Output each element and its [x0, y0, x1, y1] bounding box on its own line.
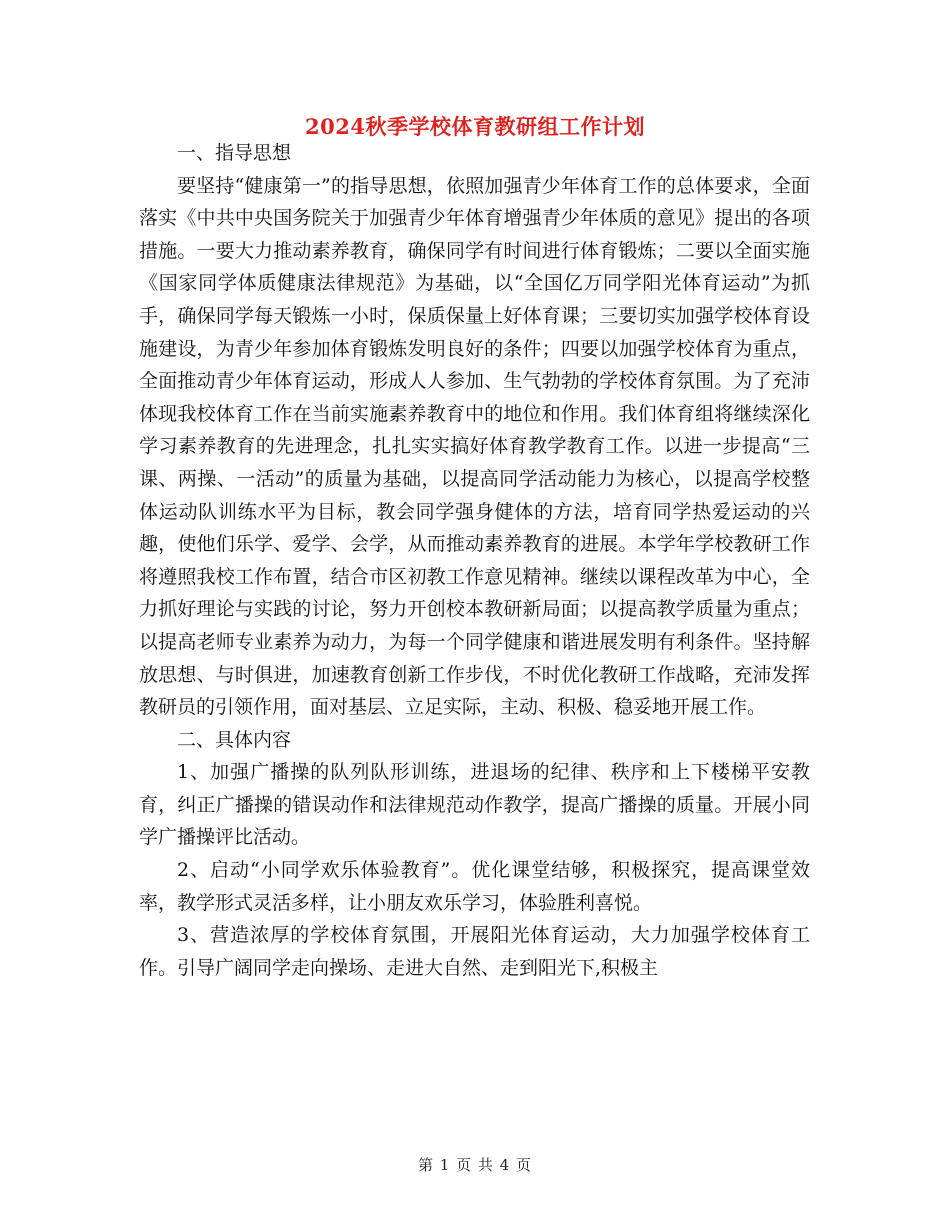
content-item-1: 1、加强广播操的队列队形训练，进退场的纪律、秩序和上下楼梯平安教育，纠正广播操的错误动作和法律规范动作教学，提高广播操的质量。开展小同学广播操评比活动。	[139, 761, 810, 849]
page-number-footer: 第 1 页 共 4 页	[418, 1156, 532, 1174]
guiding-ideology-paragraph: 要坚持“健康第一”的指导思想，依照加强青少年体育工作的总体要求，全面落实《中共中央国务院关于加强青少年体育增强青少年体质的意见》提出的各项措施。一要大力推动素养教育，确保同学有时间进行体育锻炼；二要以全面实施《国家同学体质健康法律规范》为基础，以“全国亿万同学阳光体育运动”为抓手，确保同学每天锻炼一小时，保质保量上好体育课；三要切实加强学校体育设施建设，为青少年参加体育锻炼发明良好的条件；四要以加强学校体育为重点，全面推动青少年体育运动，形成人人参加、生气勃勃的学校体育氛围。为了充沛体现我校体育工作在当前实施素养教育中的地位和作用。我们体育组将继续深化学习素养教育的先进理念，扎扎实实搞好体育教学教育工作。以进一步提高“三课、两操、一活动”的质量为基础，以提高同学活动能力为核心，以提高学校整体运动队训练水平为目标，教会同学强身健体的方法，培育同学热爱运动的兴趣，使他们乐学、爱学、会学，从而推动素养教育的进展。本学年学校教研工作将遵照我校工作布置，结合市区初教工作意见精神。继续以课程改革为中心，全力抓好理论与实践的讨论，努力开创校本教研新局面；以提高教学质量为重点；以提高老师专业素养为动力，为每一个同学健康和谐进展发明有利条件。坚持解放思想、与时俱进，加速教育创新工作步伐，不时优化教研工作战略，充沛发挥教研员的引领作用，面对基层、立足实际，主动、积极、稳妥地开展工作。	[139, 174, 810, 719]
section-heading-guiding-ideology: 一、指导思想	[177, 142, 292, 164]
content-item-3: 3、营造浓厚的学校体育氛围，开展阳光体育运动，大力加强学校体育工作。引导广阔同学走向操场、走进大自然、走到阳光下,积极主	[139, 924, 810, 979]
section-heading-specific-content: 二、具体内容	[177, 728, 292, 751]
content-item-2: 2、启动“小同学欢乐体验教育”。优化课堂结够，积极探究，提高课堂效率，教学形式灵活多样，让小朋友欢乐学习，体验胜利喜悦。	[139, 859, 810, 914]
document-body	[139, 137, 810, 984]
document-title: 2024秋季学校体育教研组工作计划	[305, 114, 645, 139]
